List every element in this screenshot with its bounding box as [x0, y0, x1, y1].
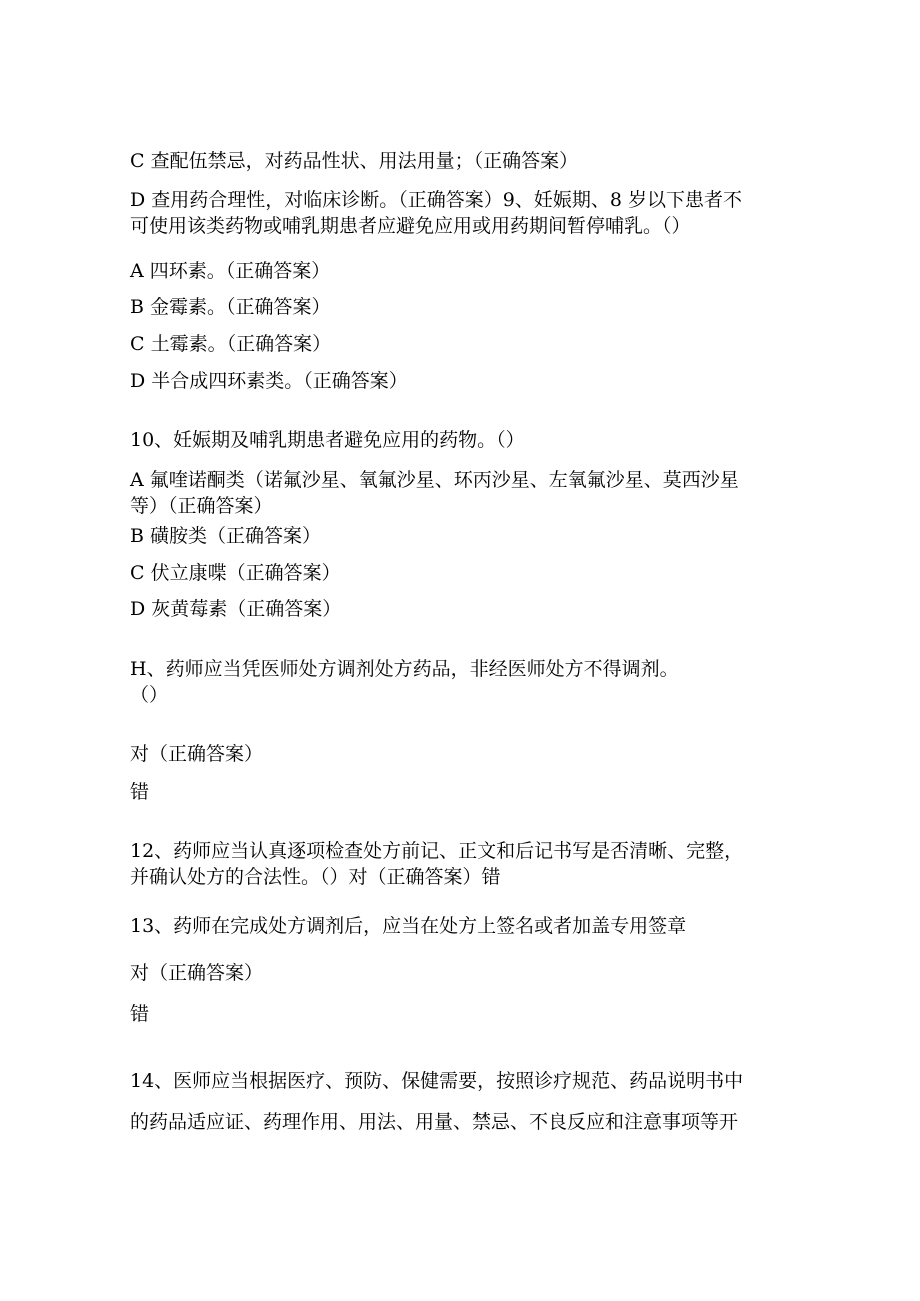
q11-option-false: 错 — [130, 781, 150, 803]
q9-option-a: A 四环素。（正确答案） — [130, 260, 331, 282]
q13-option-true: 对（正确答案） — [130, 962, 264, 984]
q9-option-c: C 土霉素。（正确答案） — [130, 333, 332, 355]
q13-stem: 13、药师在完成处方调剂后，应当在处方上签名或者加盖专用签章 — [130, 915, 687, 937]
q10-option-b: B 磺胺类（正确答案） — [130, 525, 322, 547]
q10-option-d: D 灰黄莓素（正确答案） — [130, 598, 342, 620]
q10-option-a-continued: 等）（正确答案） — [130, 495, 273, 517]
q10-option-c: C 伏立康喋（正确答案） — [130, 562, 341, 584]
q9-option-d: D 半合成四环素类。（正确答案） — [130, 370, 408, 392]
q10-option-a: A 氟喹诺酮类（诺氟沙星、氧氟沙星、环丙沙星、左氧氟沙星、莫西沙星 — [130, 469, 739, 491]
q11-option-true: 对（正确答案） — [130, 743, 264, 765]
q8-option-c: C 查配伍禁忌，对药品性状、用法用量；（正确答案） — [130, 150, 579, 172]
q12-stem: 12、药师应当认真逐项检查处方前记、正文和后记书写是否清晰、完整， — [130, 840, 744, 862]
q13-option-false: 错 — [130, 1003, 150, 1025]
q9-option-b: B 金霉素。（正确答案） — [130, 296, 331, 318]
q10-stem: 10、妊娠期及哺乳期患者避免应用的药物。（） — [130, 429, 525, 451]
q8-option-d-and-q9-stem: D 查用药合理性，对临床诊断。（正确答案）9、妊娠期、8 岁以下患者不 — [130, 189, 742, 211]
q14-stem: 14、医师应当根据医疗、预防、保健需要，按照诊疗规范、药品说明书中 — [130, 1070, 744, 1092]
q9-stem-continued: 可使用该类药物或哺乳期患者应避免应用或用药期间暂停哺乳。（） — [130, 215, 691, 237]
q14-stem-continued: 的药品适应证、药理作用、用法、用量、禁忌、不良反应和注意事项等开 — [130, 1111, 739, 1133]
q11-stem-brackets: （） — [130, 684, 169, 706]
q12-stem-continued: 并确认处方的合法性。（）对（正确答案）错 — [130, 866, 501, 888]
q11-stem: H、药师应当凭医师处方调剂处方药品，非经医师处方不得调剂。 — [130, 658, 679, 680]
